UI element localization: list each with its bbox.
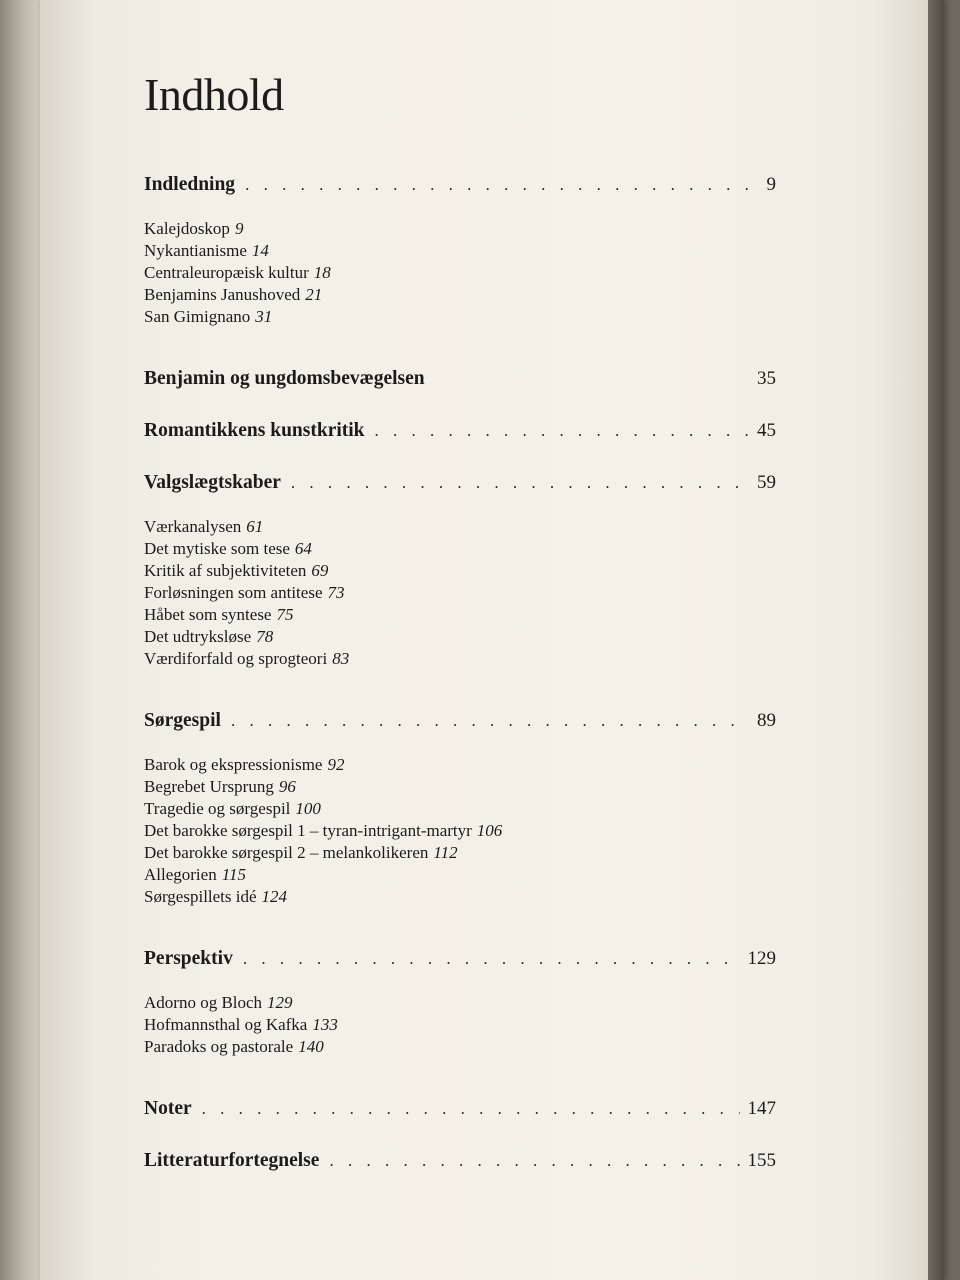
dot-leader <box>243 949 740 969</box>
chapter-page-number: 89 <box>757 710 776 731</box>
section-title: Begrebet Ursprung <box>144 777 274 796</box>
section-page-number: 9 <box>234 219 244 238</box>
section-title: Tragedie og sørgespil <box>144 799 291 818</box>
chapter-page-number: 45 <box>757 420 776 441</box>
chapter-title: Romantikkens kunstkritik <box>144 420 365 441</box>
chapter-page-number: 129 <box>747 948 776 969</box>
section-entry <box>144 516 776 538</box>
chapter-entry <box>144 1150 776 1180</box>
table-of-contents <box>144 62 776 1180</box>
chapter-page-number: 155 <box>747 1150 776 1171</box>
section-list <box>144 754 776 908</box>
section-list <box>144 218 776 328</box>
section-entry <box>144 1014 776 1036</box>
section-title: Håbet som syntese <box>144 605 272 624</box>
chapter-title: Benjamin og ungdomsbevægelsen <box>144 368 425 389</box>
section-title: Benjamins Janushoved <box>144 285 301 304</box>
chapter-title: Perspektiv <box>144 948 233 969</box>
chapter-entry <box>144 948 776 1058</box>
section-entry <box>144 218 776 240</box>
section-page-number: 61 <box>246 517 264 536</box>
section-title: Det barokke sørgespil 2 – melankolikeren <box>144 843 429 862</box>
section-page-number: 133 <box>312 1015 338 1034</box>
section-page-number: 21 <box>305 285 323 304</box>
section-page-number: 73 <box>327 583 345 602</box>
section-entry <box>144 1036 776 1058</box>
section-page-number: 78 <box>256 627 274 646</box>
chapter-page-number: 35 <box>757 368 776 389</box>
section-title: Hofmannsthal og Kafka <box>144 1015 308 1034</box>
chapter-page-number: 9 <box>766 174 776 195</box>
section-entry <box>144 754 776 776</box>
section-title: Barok og ekspressionisme <box>144 755 323 774</box>
section-page-number: 31 <box>255 307 273 326</box>
section-page-number: 64 <box>294 539 312 558</box>
section-title: Centraleuropæisk kultur <box>144 263 309 282</box>
section-title: Allegorien <box>144 865 217 884</box>
chapter-heading <box>144 420 776 450</box>
section-title: Det mytiske som tese <box>144 539 290 558</box>
chapter-title: Sørgespil <box>144 710 221 731</box>
section-title: Forløsningen som antitese <box>144 583 323 602</box>
chapter-title: Noter <box>144 1098 192 1119</box>
chapter-list <box>144 174 776 1180</box>
section-page-number: 115 <box>221 865 246 884</box>
section-list <box>144 516 776 670</box>
section-title: Kritik af subjektiviteten <box>144 561 307 580</box>
section-title: San Gimignano <box>144 307 251 326</box>
dot-leader <box>245 175 758 195</box>
section-entry <box>144 582 776 604</box>
chapter-heading <box>144 710 776 740</box>
chapter-heading <box>144 368 776 398</box>
section-title: Værkanalysen <box>144 517 242 536</box>
chapter-entry <box>144 710 776 908</box>
section-entry <box>144 306 776 328</box>
section-entry <box>144 262 776 284</box>
section-entry <box>144 798 776 820</box>
chapter-heading <box>144 1098 776 1128</box>
chapter-title: Indledning <box>144 174 236 195</box>
section-page-number: 112 <box>433 843 458 862</box>
chapter-page-number: 147 <box>747 1098 776 1119</box>
chapter-entry <box>144 420 776 450</box>
section-entry <box>144 864 776 886</box>
page-edge <box>928 0 944 1280</box>
section-entry <box>144 776 776 798</box>
section-entry <box>144 240 776 262</box>
chapter-heading <box>144 948 776 978</box>
section-entry <box>144 648 776 670</box>
section-page-number: 96 <box>278 777 296 796</box>
book-page <box>40 0 944 1280</box>
section-title: Sørgespillets idé <box>144 887 257 906</box>
dot-leader <box>291 473 749 493</box>
section-entry <box>144 284 776 306</box>
section-title: Nykantianisme <box>144 241 247 260</box>
section-page-number: 69 <box>311 561 329 580</box>
section-page-number: 100 <box>295 799 321 818</box>
section-page-number: 129 <box>267 993 293 1012</box>
section-page-number: 14 <box>251 241 269 260</box>
chapter-title: Valgslægtskaber <box>144 472 281 493</box>
section-entry <box>144 886 776 908</box>
section-entry <box>144 992 776 1014</box>
dot-leader <box>375 421 749 441</box>
chapter-entry <box>144 174 776 328</box>
section-list <box>144 992 776 1058</box>
chapter-entry <box>144 1098 776 1128</box>
dot-leader <box>329 1151 739 1171</box>
section-title: Adorno og Bloch <box>144 993 263 1012</box>
dot-leader <box>202 1099 740 1119</box>
dot-leader <box>231 711 749 731</box>
chapter-page-number: 59 <box>757 472 776 493</box>
page-title: Indhold <box>144 69 284 120</box>
section-page-number: 83 <box>332 649 350 668</box>
section-page-number: 124 <box>261 887 288 906</box>
section-title: Det barokke sørgespil 1 – tyran-intrigant-martyr <box>144 821 472 840</box>
section-title: Paradoks og pastorale <box>144 1037 294 1056</box>
chapter-heading <box>144 174 776 204</box>
section-entry <box>144 820 776 842</box>
section-entry <box>144 560 776 582</box>
section-title: Værdiforfald og sprogteori <box>144 649 328 668</box>
section-title: Kalejdoskop <box>144 219 230 238</box>
section-page-number: 75 <box>276 605 294 624</box>
section-entry <box>144 626 776 648</box>
chapter-title: Litteraturfortegnelse <box>144 1150 320 1171</box>
section-page-number: 106 <box>476 821 503 840</box>
chapter-heading <box>144 472 776 502</box>
section-title: Det udtryksløse <box>144 627 252 646</box>
chapter-entry <box>144 368 776 398</box>
section-entry <box>144 842 776 864</box>
section-entry <box>144 604 776 626</box>
section-page-number: 18 <box>313 263 331 282</box>
section-entry <box>144 538 776 560</box>
section-page-number: 92 <box>327 755 345 774</box>
section-page-number: 140 <box>298 1037 324 1056</box>
chapter-entry <box>144 472 776 670</box>
chapter-heading <box>144 1150 776 1180</box>
